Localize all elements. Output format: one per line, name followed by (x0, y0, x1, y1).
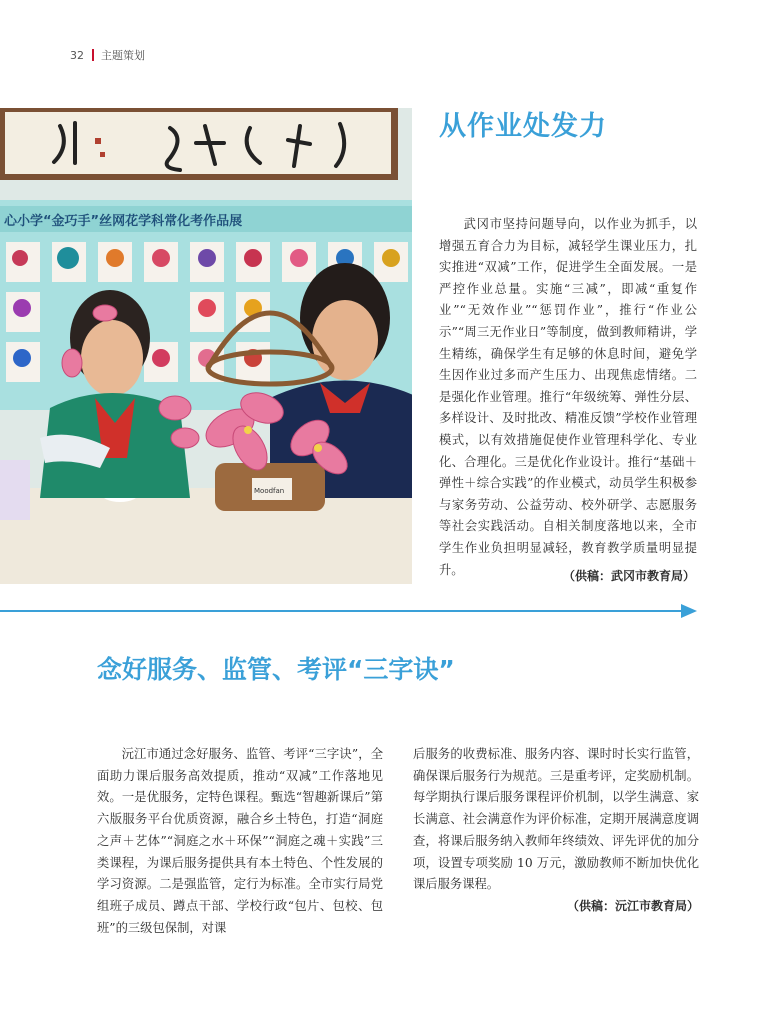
article2-body-left: 沅江市通过念好服务、监管、考评“三字诀”，全面助力课后服务高效提质，推动“双减”工作落地见效。一是优服务，定特色课程。甄选“智趣新课后”第六版服务平台优质资源，融合乡土特色，打造“洞庭之声＋艺体”“洞庭之水＋环保”“洞庭之魂＋实践”三类课程，为课后服务提供具有本土特色、个性发展的学习资源。二是强监管，定行为标准。全市实行局党组班子成员、蹲点干部、学校行政“包片、包校、包班”的三级包保制，对课 (97, 747, 383, 935)
page-number: 32 (70, 48, 84, 62)
article2-body-right-column (413, 744, 699, 918)
page-header (70, 47, 145, 63)
article2-title: 念好服务、监管、考评“三字诀” (97, 655, 455, 684)
banner-text: 心小学“金巧手”丝网花学科常化考作品展 (4, 214, 243, 229)
article2-body-right: 后服务的收费标准、服务内容、课时时长实行监管，确保课后服务行为规范。三是重考评，定奖励机制。每学期执行课后服务课程评价机制，以学生满意、家长满意、社会满意作为评价标准，定期开展满意度调查，将课后服务纳入教师年终绩效、评先评优的加分项，设置专项奖励 10 万元，激励教师不断加快优化课后服务课程。 (413, 747, 699, 892)
divider-arrow-icon (681, 604, 697, 618)
article2-credit: （供稿：沅江市教育局） (566, 898, 699, 913)
section-label: 主题策划 (101, 49, 145, 62)
article1-credit: （供稿：武冈市教育局） (562, 569, 695, 583)
article1-body: 武冈市坚持问题导向，以作业为抓手，以增强五育合力为目标，减轻学生课业压力，扎实推进“双减”工作，促进学生全面发展。一是严控作业总量。实施“三减”，即减“重复作业”“无效作业”“惩罚作业”，推行“作业公示”“周三无作业日”等制度，做到教师精讲，学生精练，确保学生有足够的休息时间，避免学生因作业过多而产生压力、出现焦虑情绪。二是强化作业管理。推行“年级统筹、弹性分层、多样设计、及时批改、精准反馈”学校作业管理模式，以有效措施促使作业管理科学化、专业化、合理化。三是优化作业设计。推行“基础＋弹性＋综合实践”的作业模式，动员学生积极参与家务劳动、公益劳动、校外研学、志愿服务等社会实践活动。自相关制度落地以来，全市学生作业负担明显减轻，教育教学质量明显提升。 (439, 217, 697, 577)
section-divider (0, 610, 685, 612)
basket-tag-text: Moodfan (254, 487, 285, 495)
article-photo (0, 108, 412, 584)
header-divider (92, 49, 94, 61)
article1-title: 从作业处发力 (439, 111, 607, 142)
